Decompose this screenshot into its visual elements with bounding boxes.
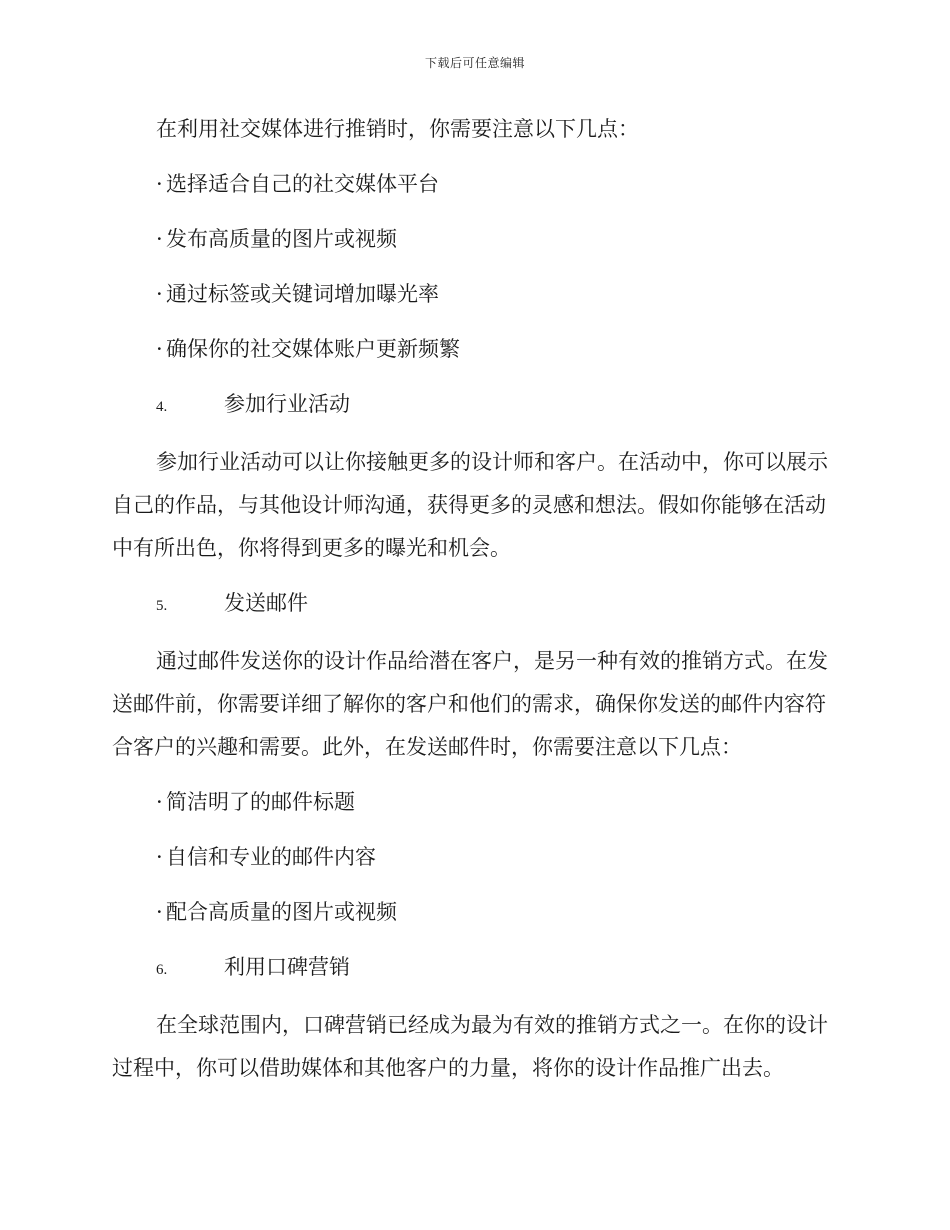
bullet-dot: · (156, 790, 163, 814)
section-5-paragraph: 通过邮件发送你的设计作品给潜在客户，是另一种有效的推销方式。在发送邮件前，你需要详细了解你的客户和他们的需求，确保你发送的邮件内容符合客户的兴趣和需要。此外，在发送邮件时，你需要注意以下几点： (112, 649, 828, 759)
list-item: · 发布高质量的图片或视频 (112, 218, 832, 261)
bullet-dot: · (156, 845, 163, 869)
bullet-dot: · (156, 282, 163, 306)
bullet-dot: · (156, 900, 163, 924)
list-item: · 确保你的社交媒体账户更新频繁 (112, 328, 832, 371)
list-item: · 通过标签或关键词增加曝光率 (112, 273, 832, 316)
list-item: · 选择适合自己的社交媒体平台 (112, 163, 832, 206)
document-body (112, 108, 832, 1090)
list-item: · 自信和专业的邮件内容 (112, 836, 832, 879)
section-heading-6: 6. 利用口碑营销 (156, 955, 350, 979)
bullet-dot: · (156, 227, 163, 251)
intro-paragraph: 在利用社交媒体进行推销时，你需要注意以下几点： (156, 117, 639, 141)
section-heading-5: 5. 发送邮件 (156, 591, 308, 615)
list-item: · 配合高质量的图片或视频 (112, 891, 832, 934)
section-4-paragraph: 参加行业活动可以让你接触更多的设计师和客户。在活动中，你可以展示自己的作品，与其他设计师沟通，获得更多的灵感和想法。假如你能够在活动中有所出色，你将得到更多的曝光和机会。 (112, 450, 828, 560)
bullet-dot: · (156, 337, 163, 361)
section-6-paragraph: 在全球范围内，口碑营销已经成为最为有效的推销方式之一。在你的设计过程中，你可以借助媒体和其他客户的力量，将你的设计作品推广出去。 (112, 1013, 828, 1080)
header-note: 下载后可任意编辑 (424, 56, 525, 70)
list-item: · 简洁明了的邮件标题 (112, 781, 832, 824)
bullet-dot: · (156, 172, 163, 196)
section-heading-4: 4. 参加行业活动 (156, 392, 350, 416)
